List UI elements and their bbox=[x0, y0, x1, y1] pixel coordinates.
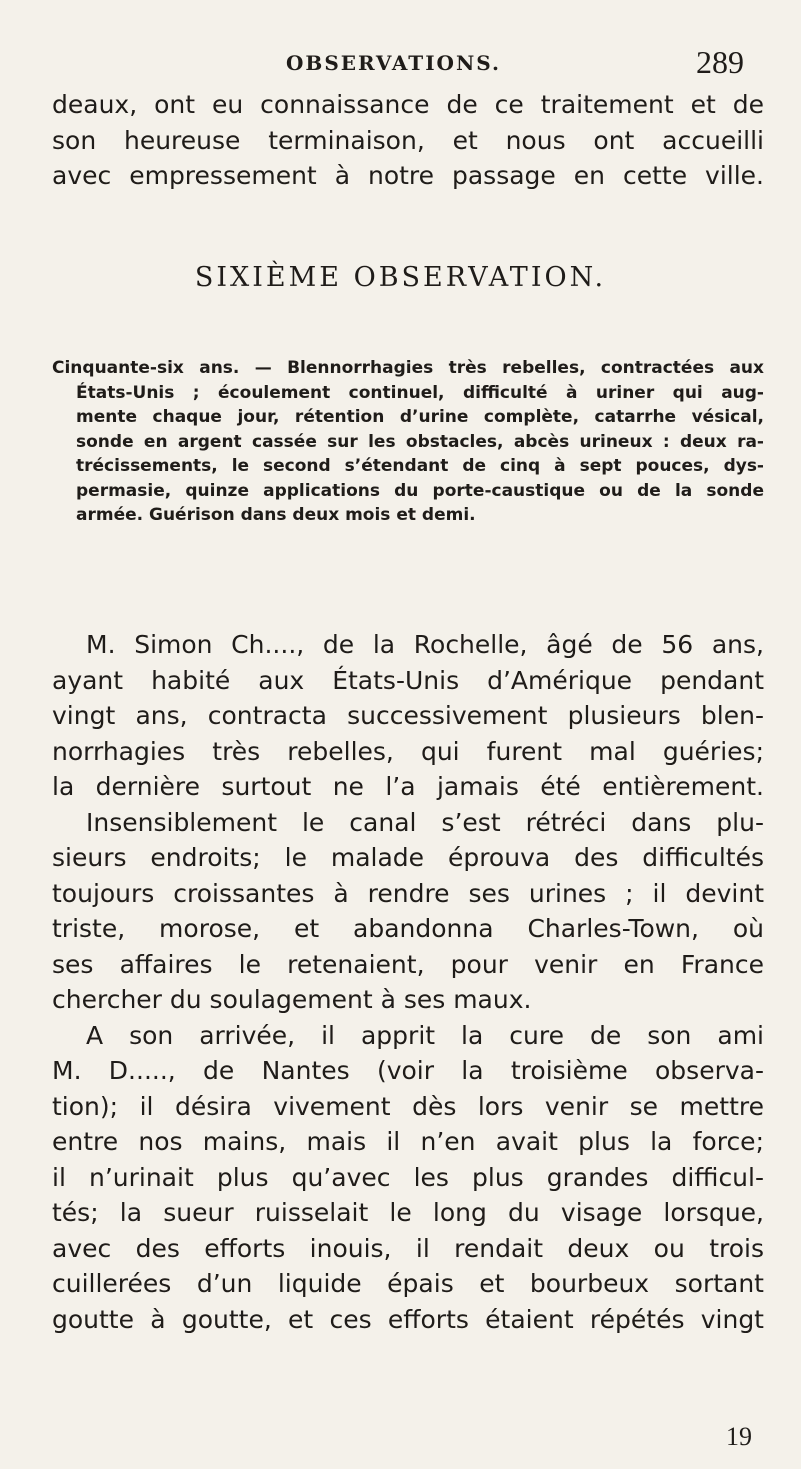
summary-line: armée. Guérison dans deux mois et demi. bbox=[76, 505, 476, 525]
running-head bbox=[0, 44, 801, 90]
text-line: A son arrivée, il apprit la cure de son ami bbox=[86, 1020, 764, 1050]
summary-line: mente chaque jour, rétention d’urine complète, catarrhe vésical, bbox=[76, 407, 764, 427]
text-line: toujours croissantes à rendre ses urines ; il devint bbox=[52, 878, 764, 908]
text-line: triste, morose, et abandonna Charles-Town, où bbox=[52, 914, 764, 943]
text-line: avec des efforts inouis, il rendait deux ou trois bbox=[52, 1233, 764, 1263]
text-line: vingt ans, contracta successivement plusieurs blen- bbox=[52, 701, 764, 730]
text-line: M. Simon Ch...., de la Rochelle, âgé de 56 ans, bbox=[86, 630, 764, 659]
signature-mark: 19 bbox=[726, 1422, 752, 1451]
intro-paragraph bbox=[52, 87, 764, 194]
text-line: goutte à goutte, et ces efforts étaient répétés vingt bbox=[52, 1304, 764, 1334]
text-line: M. D....., de Nantes (voir la troisième observa- bbox=[52, 1056, 764, 1085]
text-line: norrhagies très rebelles, qui furent mal guéries; bbox=[52, 736, 764, 766]
text-line: Insensiblement le canal s’est rétréci dans plu- bbox=[86, 807, 764, 837]
summary-line: permasie, quinze applications du porte-caustique ou de la sonde bbox=[76, 480, 764, 501]
case-summary bbox=[52, 356, 764, 528]
summary-line: États-Unis ; écoulement continuel, difficulté à uriner qui aug- bbox=[76, 382, 764, 403]
text-line: tion); il désira vivement dès lors venir se mettre bbox=[52, 1091, 764, 1121]
section-heading: SIXIÈME OBSERVATION. bbox=[194, 262, 607, 293]
text-line: avec empressement à notre passage en cette ville. bbox=[52, 161, 764, 190]
summary-line: Cinquante-six ans. — Blennorrhagies très rebelles, contractées aux bbox=[52, 358, 764, 378]
text-line: tés; la sueur ruisselait le long du visage lorsque, bbox=[52, 1198, 764, 1227]
summary-line: trécissements, le second s’étendant de cinq à sept pouces, dys- bbox=[76, 456, 764, 476]
body-text bbox=[52, 627, 764, 1337]
text-line: chercher du soulagement à ses maux. bbox=[52, 985, 532, 1014]
text-line: sieurs endroits; le malade éprouva des difficultés bbox=[52, 843, 764, 872]
text-line: ses affaires le retenaient, pour venir en France bbox=[52, 949, 764, 979]
summary-line: sonde en argent cassée sur les obstacles, abcès urineux : deux ra- bbox=[76, 431, 764, 452]
text-line: entre nos mains, mais il n’en avait plus la force; bbox=[52, 1127, 764, 1156]
text-line: ayant habité aux États-Unis d’Amérique pendant bbox=[52, 665, 764, 695]
running-title: OBSERVATIONS. bbox=[286, 51, 501, 75]
text-line: il n’urinait plus qu’avec les plus grandes difficul- bbox=[52, 1162, 764, 1192]
text-line: son heureuse terminaison, et nous ont accueilli bbox=[52, 125, 764, 155]
text-line: cuillerées d’un liquide épais et bourbeux sortant bbox=[52, 1269, 764, 1298]
text-line: la dernière surtout ne l’a jamais été entièrement. bbox=[52, 772, 764, 801]
text-line: deaux, ont eu connaissance de ce traitement et de bbox=[52, 90, 764, 119]
page-number: 289 bbox=[696, 44, 744, 80]
